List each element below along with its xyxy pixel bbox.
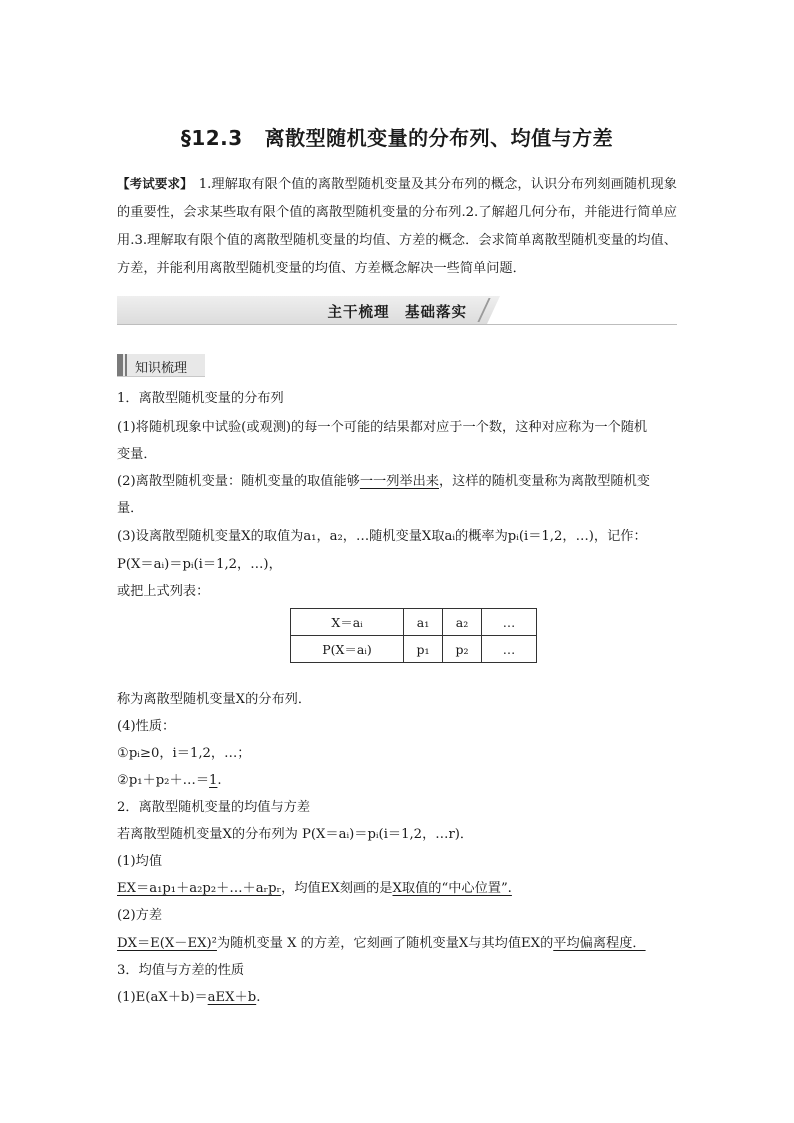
underlined-answer: aEX＋b xyxy=(207,990,257,1005)
underlined-answer: 一一列举出来 xyxy=(359,474,439,489)
s1-p1b: 变量． xyxy=(117,447,157,462)
table-row xyxy=(291,636,537,663)
underlined-answer: 平均偏离程度． xyxy=(553,936,646,951)
table-cell: … xyxy=(482,609,537,636)
s1-p6: ①pᵢ≥0，i＝1,2，…； xyxy=(117,746,251,761)
page-title xyxy=(0,122,794,151)
s1-p4: 称为离散型随机变量X的分布列． xyxy=(117,692,312,707)
s2-intro: 若离散型随机变量X的分布列为 P(X＝aᵢ)＝pᵢ(i＝1,2，…r)． xyxy=(117,827,474,842)
underlined-answer: EX＝a₁p₁＋a₂p₂＋…＋aᵣpᵣ xyxy=(117,881,282,896)
requirements-text: 1.理解取有限个值的离散型随机变量及其分布列的概念，认识分布列刻画随机现象的重要性，会求某些取有限个值的离散型随机变量的分布列.2.了解超几何分布，并能进行简单应用.3.理解取有限个值的离散型随机变量的均值、方差的概念．会求简单离散型随机变量的均值、方差，并能利用离散型随机变量的均值、方差概念解决一些简单问题． xyxy=(117,177,677,276)
s1-p2a: (2)离散型随机变量：随机变量的取值能够一一列举出来，这样的随机变量称为离散型随机变 xyxy=(117,474,650,489)
banner-slash-decoration xyxy=(467,298,490,322)
table-cell: p₁ xyxy=(404,636,443,663)
s1-p5: (4)性质： xyxy=(117,719,176,734)
table-cell: a₂ xyxy=(443,609,482,636)
table-row xyxy=(291,609,537,636)
s2-mean-label: (1)均值 xyxy=(117,854,163,869)
underlined-answer: 1 xyxy=(209,773,218,788)
s1-p3a: (3)设离散型随机变量X的取值为a₁，a₂，…随机变量X取aᵢ的概率为pᵢ(i＝1,2，…)，记作： xyxy=(117,529,647,544)
s1-p1a: (1)将随机现象中试验(或观测)的每一个可能的结果都对应于一个数，这种对应称为一个随机 xyxy=(117,420,648,435)
table-cell: a₁ xyxy=(404,609,443,636)
s2-var-label: (2)方差 xyxy=(117,908,163,923)
section-title: 离散型随机变量的分布列、均值与方差 xyxy=(264,126,614,150)
s1-p7: ②p₁＋p₂＋…＝1. xyxy=(117,773,222,788)
s2-var: DX＝E(X－EX)²为随机变量 X 的方差，它刻画了随机变量X与其均值EX的平均偏离程度． xyxy=(117,936,646,951)
box-bar-icon xyxy=(117,354,123,376)
banner-title: 主干梳理 基础落实 xyxy=(327,305,467,321)
underlined-answer: X取值的“中心位置”. xyxy=(392,881,512,896)
section-number: §12.3 xyxy=(180,126,243,150)
table-cell: p₂ xyxy=(443,636,482,663)
requirements-tag: 【考试要求】 xyxy=(117,176,193,191)
s2-heading: 2．离散型随机变量的均值与方差 xyxy=(117,800,311,815)
table-cell: … xyxy=(482,636,537,663)
table-cell: P(X＝aᵢ) xyxy=(291,636,404,663)
table-cell: X＝aᵢ xyxy=(291,609,404,636)
knowledge-box xyxy=(117,354,205,377)
s1-p3c: 或把上式列表： xyxy=(117,584,210,599)
exam-requirements xyxy=(117,170,677,283)
section-banner xyxy=(117,296,677,325)
distribution-table xyxy=(290,608,537,663)
s2-mean: EX＝a₁p₁＋a₂p₂＋…＋aᵣpᵣ，均值EX刻画的是X取值的“中心位置”. xyxy=(117,881,512,896)
s3-p1: (1)E(aX＋b)＝aEX＋b. xyxy=(117,990,261,1005)
s1-p2b: 量． xyxy=(117,501,144,516)
knowledge-box-label: 知识梳理 xyxy=(135,361,188,376)
s1-p3b: P(X＝aᵢ)＝pᵢ(i＝1,2，…)， xyxy=(117,557,282,572)
underlined-answer: DX＝E(X－EX)² xyxy=(117,936,217,951)
s1-heading: 1．离散型随机变量的分布列 xyxy=(117,391,284,406)
s3-heading: 3．均值与方差的性质 xyxy=(117,963,245,978)
